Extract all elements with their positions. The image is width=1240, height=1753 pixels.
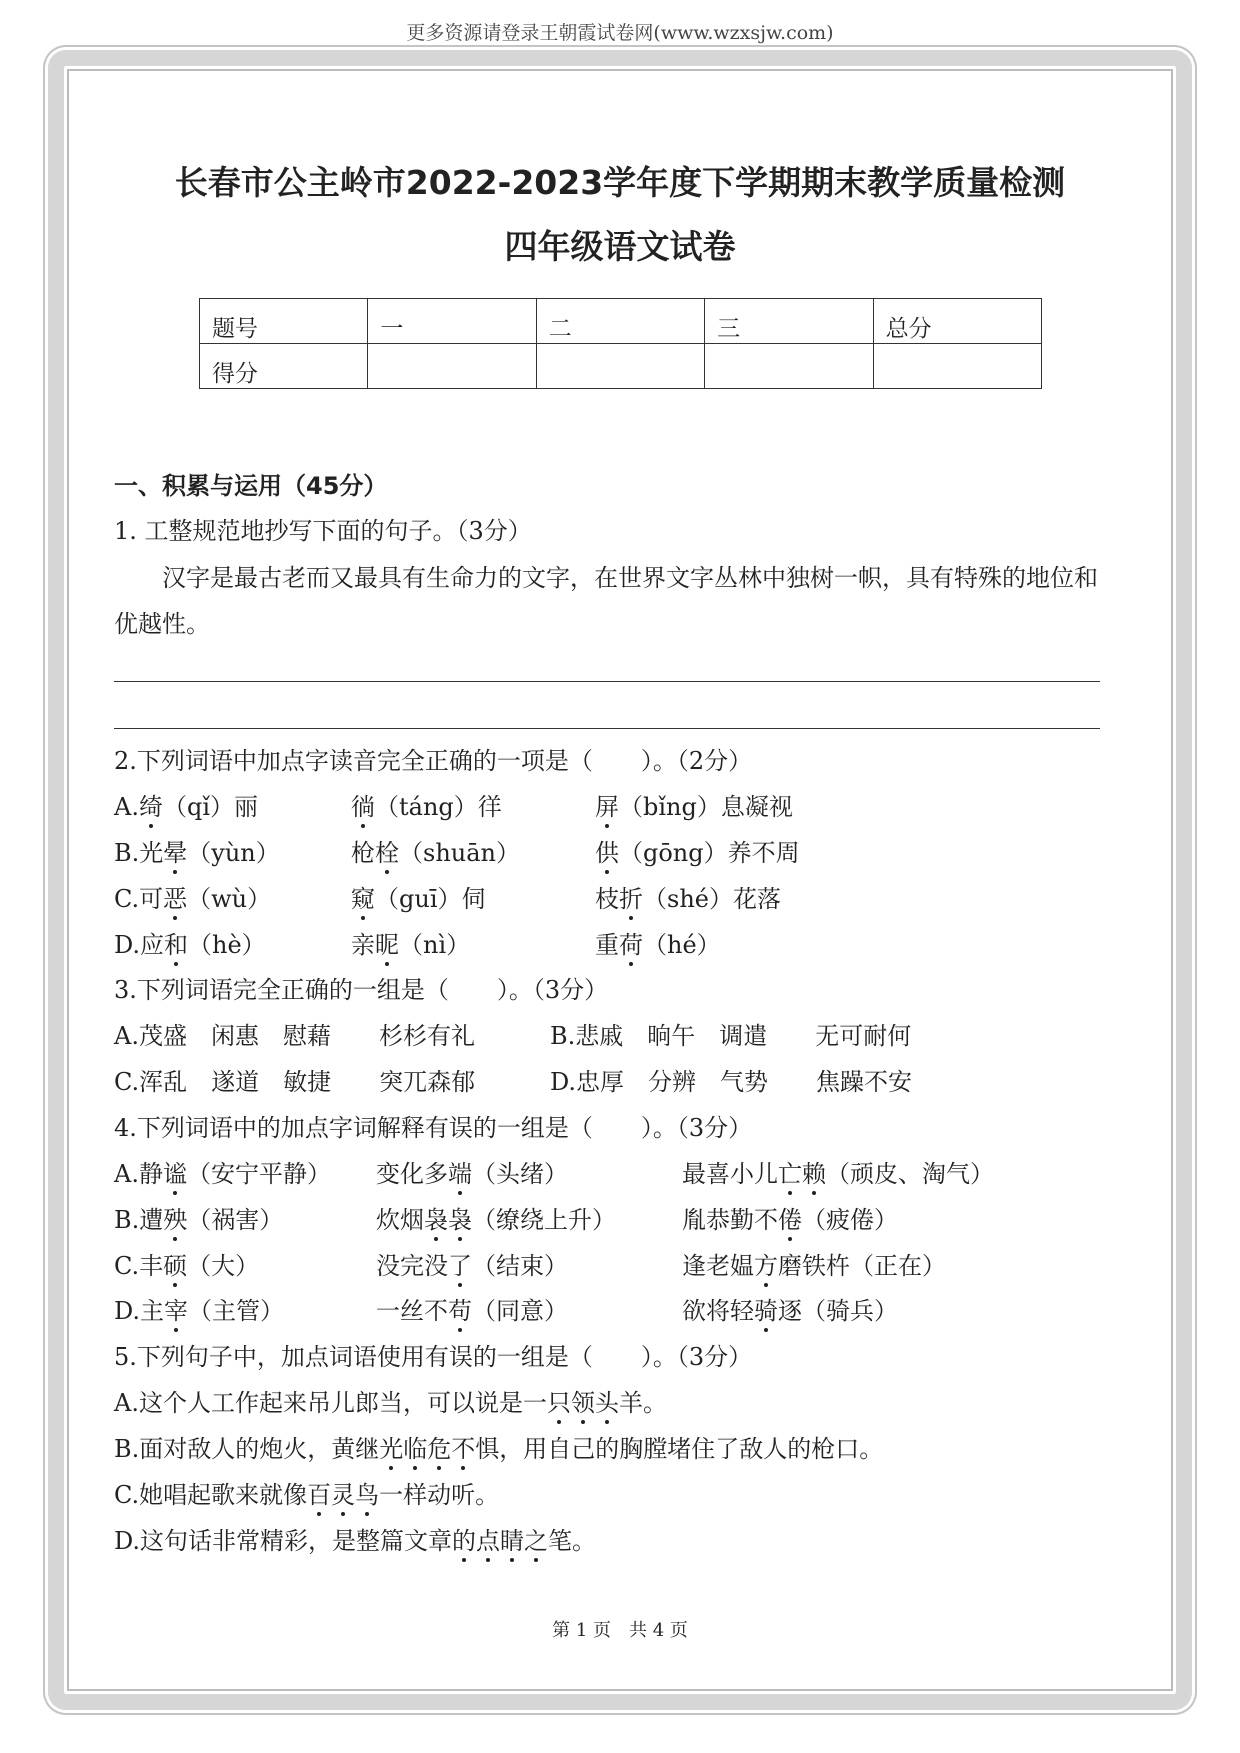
emphasis-dot	[458, 1283, 462, 1287]
score-cell[interactable]	[705, 344, 873, 389]
q4-option-item: 逢老媪方磨铁杵（正在）	[682, 1252, 946, 1280]
emphasis-dot	[812, 1191, 816, 1195]
q1-passage-cont: 优越性。	[114, 610, 210, 638]
emphasis-dot	[605, 824, 609, 828]
emphasis-dot	[510, 1558, 514, 1562]
emphasis-dot	[764, 1328, 768, 1332]
q3-option-d: D.忠厚 分辨 气势 焦躁不安	[550, 1068, 913, 1096]
emphasis-dot	[581, 1420, 585, 1424]
q2-option-item: 供（gōng）养不周	[595, 839, 800, 867]
answer-line[interactable]	[114, 681, 1100, 682]
score-cell[interactable]	[873, 344, 1041, 389]
emphasis-dot	[788, 1237, 792, 1241]
q5-option: A.这个人工作起来吊儿郎当，可以说是一只领头羊。	[114, 1389, 667, 1417]
emphasis-dot	[486, 1558, 490, 1562]
question-1: 1. 工整规范地抄写下面的句子。（3分）	[114, 517, 532, 545]
watermark-header: 更多资源请登录王朝霞试卷网(www.wzxsjw.com)	[406, 22, 834, 44]
emphasis-dot	[434, 1237, 438, 1241]
q2-option-item: 重荷（hé）	[595, 931, 721, 959]
emphasis-dot	[605, 870, 609, 874]
q3-option-b: B.悲戚 晌午 调遣 无可耐何	[550, 1022, 912, 1050]
emphasis-dot	[174, 1328, 178, 1332]
score-row-label: 得分	[200, 344, 368, 389]
q4-option-item: A.静谧（安宁平静）	[114, 1160, 331, 1188]
question-2: 2.下列词语中加点字读音完全正确的一项是（ ）。（2分）	[114, 747, 753, 775]
q4-option-item: 没完没了（结束）	[376, 1252, 568, 1280]
q5-option: D.这句话非常精彩，是整篇文章的点睛之笔。	[114, 1527, 597, 1555]
emphasis-dot	[605, 1420, 609, 1424]
q2-option-item: 窥（guī）伺	[351, 885, 486, 913]
emphasis-dot	[458, 1328, 462, 1332]
score-cell[interactable]	[536, 344, 704, 389]
emphasis-dot	[385, 870, 389, 874]
q4-option-item: C.丰硕（大）	[114, 1252, 260, 1280]
q5-option: B.面对敌人的炮火，黄继光临危不惧，用自己的胸膛堵住了敌人的枪口。	[114, 1435, 884, 1463]
q4-option-item: D.主宰（主管）	[114, 1297, 285, 1325]
score-table	[199, 298, 1042, 389]
emphasis-dot	[557, 1420, 561, 1424]
emphasis-dot	[534, 1558, 538, 1562]
q2-option-item: 枪栓（shuān）	[351, 839, 520, 867]
q4-option-item: 炊烟袅袅（缭绕上升）	[376, 1206, 616, 1234]
exam-subtitle: 四年级语文试卷	[504, 227, 736, 266]
emphasis-dot	[462, 1558, 466, 1562]
emphasis-dot	[458, 1191, 462, 1195]
emphasis-dot	[764, 1283, 768, 1287]
emphasis-dot	[629, 916, 633, 920]
emphasis-dot	[149, 824, 153, 828]
score-header: 总分	[873, 299, 1041, 344]
q2-option-item: 枝折（shé）花落	[595, 885, 781, 913]
q2-option-item: C.可恶（wù）	[114, 885, 272, 913]
emphasis-dot	[174, 962, 178, 966]
emphasis-dot	[788, 1191, 792, 1195]
section-heading: 一、积累与运用（45分）	[114, 472, 388, 500]
question-4: 4.下列词语中的加点字词解释有误的一组是（ ）。（3分）	[114, 1114, 753, 1142]
score-header: 三	[705, 299, 873, 344]
q3-option-c: C.浑乱 遂道 敏捷 突兀森郁	[114, 1068, 476, 1096]
emphasis-dot	[173, 1191, 177, 1195]
answer-line[interactable]	[114, 728, 1100, 729]
q4-option-item: 欲将轻骑逐（骑兵）	[682, 1297, 898, 1325]
emphasis-dot	[629, 962, 633, 966]
question-3: 3.下列词语完全正确的一组是（ ）。（3分）	[114, 976, 609, 1004]
emphasis-dot	[361, 824, 365, 828]
score-header: 一	[368, 299, 536, 344]
q4-option-item: 最喜小儿亡赖（顽皮、淘气）	[682, 1160, 994, 1188]
score-cell[interactable]	[368, 344, 536, 389]
exam-title: 长春市公主岭市2022-2023学年度下学期期末教学质量检测	[174, 163, 1066, 202]
q1-passage: 汉字是最古老而又最具有生命力的文字，在世界文字丛林中独树一帜，具有特殊的地位和	[162, 564, 1098, 592]
q4-option-item: B.遭殃（祸害）	[114, 1206, 284, 1234]
q2-option-item: 亲昵（nì）	[351, 931, 471, 959]
q2-option-item: D.应和（hè）	[114, 931, 266, 959]
q2-option-item: 徜（táng）徉	[351, 793, 502, 821]
emphasis-dot	[385, 962, 389, 966]
q2-option-item: B.光晕（yùn）	[114, 839, 280, 867]
q5-option: C.她唱起歌来就像百灵鸟一样动听。	[114, 1481, 500, 1509]
question-5: 5.下列句子中，加点词语使用有误的一组是（ ）。（3分）	[114, 1343, 753, 1371]
page-footer: 第 1 页 共 4 页	[552, 1620, 688, 1641]
score-header: 题号	[200, 299, 368, 344]
emphasis-dot	[458, 1237, 462, 1241]
score-header: 二	[536, 299, 704, 344]
q4-option-item: 一丝不苟（同意）	[376, 1297, 568, 1325]
q2-option-item: A.绮（qǐ）丽	[114, 793, 258, 821]
q3-option-a: A.茂盛 闲惠 慰藉 杉杉有礼	[114, 1022, 475, 1050]
q4-option-item: 胤恭勤不倦（疲倦）	[682, 1206, 898, 1234]
emphasis-dot	[361, 916, 365, 920]
q2-option-item: 屏（bǐng）息凝视	[595, 793, 793, 821]
q4-option-item: 变化多端（头绪）	[376, 1160, 568, 1188]
